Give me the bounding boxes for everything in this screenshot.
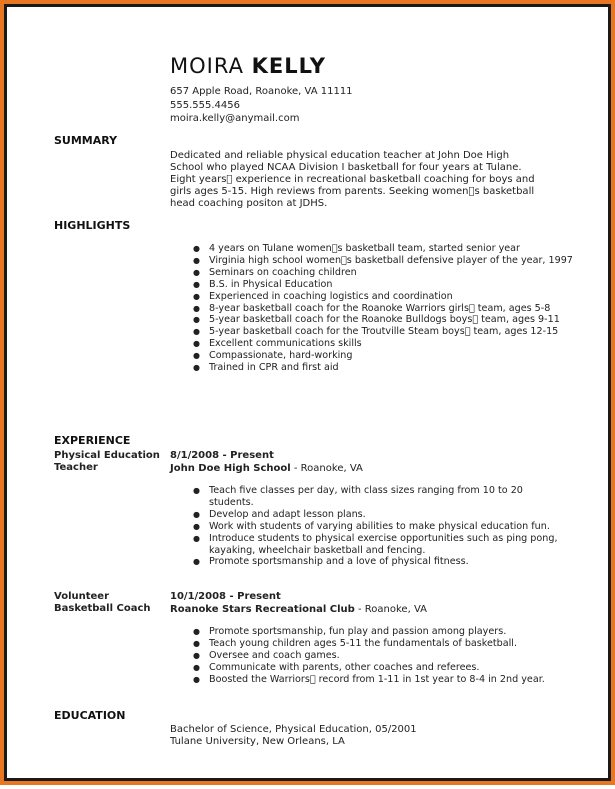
summary-heading: SUMMARY [54,134,118,147]
list-item: ● Introduce students to physical exercise opportunities such as ping pong, kayaking, wheelchair basketball and fencing. [193,533,558,557]
address: 657 Apple Road, Roanoke, VA 11111 [170,86,353,97]
summary-line: Eight years  experience in recreational basketball coaching for boys and [170,174,535,185]
list-item: ● Boosted the Warriors  record from 1-11 in 1st year to 8-4 in 2nd year. [193,674,558,686]
summary-line: Dedicated and reliable physical education teacher at John Doe High [170,150,510,161]
job-employer: John Doe High School - Roanoke, VA [170,463,363,474]
list-item: ● Work with students of varying abilities to make physical education fun. [193,521,558,533]
list-item: ● Oversee and coach games. [193,650,558,662]
job-duties-list [193,626,558,686]
summary-line: girls ages 5-15. High reviews from parents. Seeking women s basketball [170,186,535,197]
list-item: ● B.S. in Physical Education [193,279,573,291]
list-item: ● Promote sportsmanship, fun play and passion among players. [193,626,558,638]
summary-text [170,150,570,210]
list-item: ● Compassionate, hard-working [193,350,573,362]
job-duties-list [193,485,558,568]
candidate-name [170,54,326,78]
job-title: Physical Education Teacher [54,450,160,473]
highlights-list [193,243,573,374]
list-item: ● Teach young children ages 5-11 the fundamentals of basketball. [193,638,558,650]
list-item: ● Promote sportsmanship and a love of physical fitness. [193,556,558,568]
list-item: ● 8-year basketball coach for the Roanoke Warriors girls  team, ages 5-8 [193,303,573,315]
list-item: ● Develop and adapt lesson plans. [193,509,558,521]
job-title: Volunteer Basketball Coach [54,591,151,614]
list-item: ● 5-year basketball coach for the Troutville Steam boys  team, ages 12-15 [193,326,573,338]
contact-block [170,85,353,126]
resume-page [4,4,615,789]
list-item: ● Virginia high school women s basketball defensive player of the year, 1997 [193,255,573,267]
school: Tulane University, New Orleans, LA [170,736,345,747]
phone: 555.555.4456 [170,99,240,111]
list-item: ● 5-year basketball coach for the Roanoke Bulldogs boys  team, ages 9-11 [193,314,573,326]
list-item: ● 4 years on Tulane women s basketball team, started senior year [193,243,573,255]
highlights-heading: HIGHLIGHTS [54,219,131,232]
summary-line: School who played NCAA Division I basketball for four years at Tulane. [170,162,522,173]
last-name: KELLY [251,54,326,78]
degree: Bachelor of Science, Physical Education, 05/2001 [170,724,417,735]
education-block [170,724,417,748]
first-name: MOIRA [170,54,244,78]
job-employer: Roanoke Stars Recreational Club - Roanoke, VA [170,604,427,615]
job-dates: 10/1/2008 - Present [170,591,281,602]
experience-heading: EXPERIENCE [54,434,131,447]
list-item: ● Experienced in coaching logistics and coordination [193,291,573,303]
email: moira.kelly@anymail.com [170,113,300,124]
list-item: ● Communicate with parents, other coaches and referees. [193,662,558,674]
list-item: ● Teach five classes per day, with class sizes ranging from 10 to 20 students. [193,485,558,509]
summary-line: head coaching positon at JDHS. [170,198,328,209]
list-item: ● Trained in CPR and first aid [193,362,573,374]
list-item: ● Seminars on coaching children [193,267,573,279]
list-item: ● Excellent communications skills [193,338,573,350]
education-heading: EDUCATION [54,709,126,722]
job-dates: 8/1/2008 - Present [170,450,274,461]
